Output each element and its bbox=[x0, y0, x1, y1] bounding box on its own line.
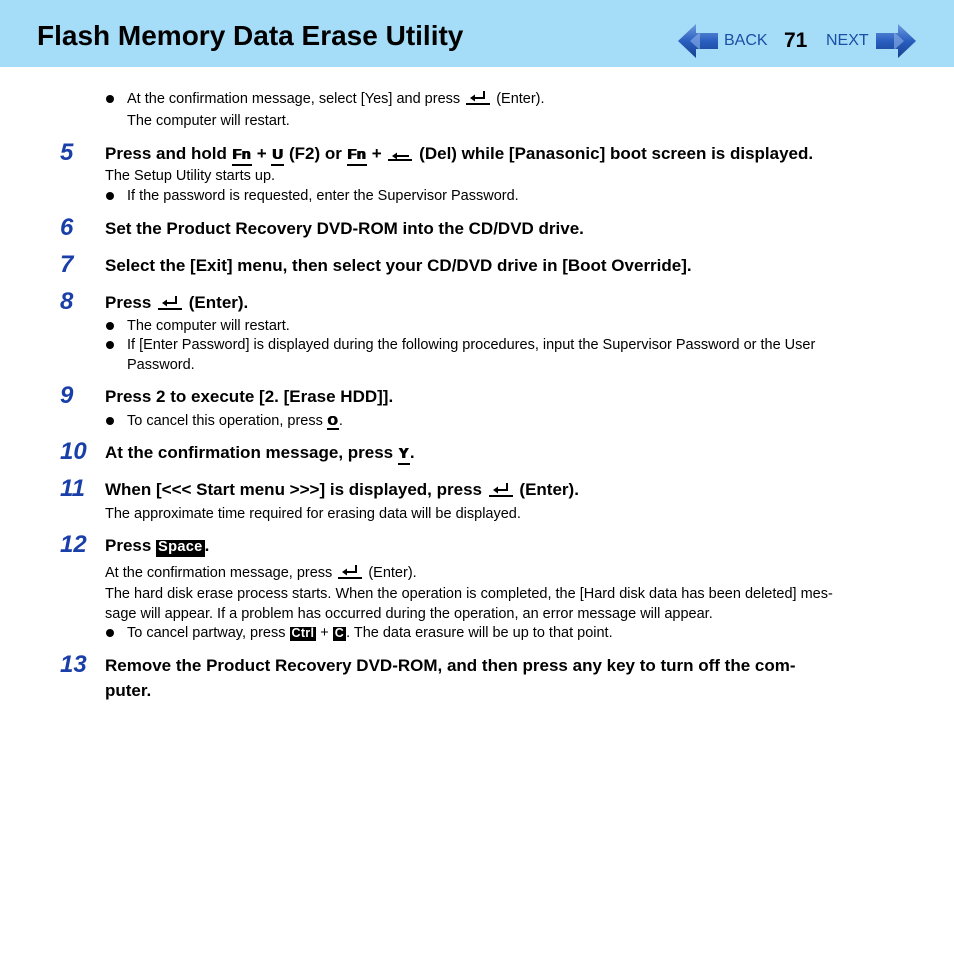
back-link[interactable]: BACK bbox=[724, 32, 768, 49]
key-fn: Fn bbox=[347, 148, 367, 166]
key-o: O bbox=[327, 415, 339, 430]
page-header bbox=[0, 0, 954, 67]
bullet-icon bbox=[106, 417, 114, 425]
bullet-text: The computer will restart. bbox=[127, 318, 290, 334]
enter-key-icon bbox=[466, 88, 490, 105]
delete-key-icon bbox=[388, 144, 412, 161]
bullet-icon bbox=[106, 95, 114, 103]
bullet-text: To cancel partway, press Ctrl + C . The data erasure will be up to that point. bbox=[127, 625, 613, 641]
bullet-text: At the confirmation message, select [Yes] and press (Enter). bbox=[127, 89, 545, 109]
back-arrow-icon[interactable] bbox=[676, 22, 720, 60]
step-number: 7 bbox=[60, 251, 74, 278]
step-number: 10 bbox=[60, 438, 87, 465]
step-number: 5 bbox=[60, 139, 74, 166]
bullet-text: Password. bbox=[127, 357, 195, 373]
page-number: 71 bbox=[784, 29, 808, 52]
step-heading: Remove the Product Recovery DVD-ROM, and then press any key to turn off the com- bbox=[105, 656, 796, 675]
step-number: 6 bbox=[60, 214, 74, 241]
step-heading: Set the Product Recovery DVD-ROM into the CD/DVD drive. bbox=[105, 219, 584, 238]
step-number: 12 bbox=[60, 531, 87, 558]
step-number: 8 bbox=[60, 288, 74, 315]
key-space: Space bbox=[158, 539, 203, 555]
next-link[interactable]: NEXT bbox=[826, 32, 869, 49]
key-c: C bbox=[334, 626, 345, 640]
key-ctrl: Ctrl bbox=[291, 626, 315, 640]
page-title: Flash Memory Data Erase Utility bbox=[37, 20, 464, 51]
step-number: 9 bbox=[60, 382, 74, 409]
next-arrow-icon[interactable] bbox=[874, 22, 918, 60]
key-fn: Fn bbox=[232, 148, 252, 166]
body-text: The computer will restart. bbox=[127, 113, 290, 129]
step-heading: Press and hold Fn + U (F2) or Fn + (Del) while [Panasonic] boot screen is displayed. bbox=[105, 141, 915, 166]
bullet-icon bbox=[106, 192, 114, 200]
body-text: At the confirmation message, press (Enter). bbox=[105, 563, 417, 583]
bullet-icon bbox=[106, 322, 114, 330]
step-heading: When [<<< Start menu >>>] is displayed, press (Enter). bbox=[105, 480, 579, 499]
enter-key-icon bbox=[489, 480, 513, 497]
step-number: 13 bbox=[60, 651, 87, 678]
step-number: 11 bbox=[60, 475, 85, 502]
key-y: Y bbox=[398, 447, 410, 465]
step-heading: puter. bbox=[105, 681, 152, 700]
step-heading: Press Space . bbox=[105, 536, 210, 555]
body-text: The hard disk erase process starts. When the operation is completed, the [Hard disk data has been deleted] mes- bbox=[105, 586, 833, 602]
bullet-text: To cancel this operation, press O. bbox=[127, 413, 343, 429]
bullet-icon bbox=[106, 341, 114, 349]
body-text: The approximate time required for erasing data will be displayed. bbox=[105, 506, 521, 522]
enter-key-icon bbox=[338, 562, 362, 579]
body-text: The Setup Utility starts up. bbox=[105, 168, 276, 184]
step-heading: At the confirmation message, press Y. bbox=[105, 440, 915, 465]
step-heading: Press 2 to execute [2. [Erase HDD]]. bbox=[105, 387, 394, 406]
bullet-icon bbox=[106, 629, 114, 637]
body-text: sage will appear. If a problem has occurred during the operation, an error message will appear. bbox=[105, 606, 713, 622]
enter-key-icon bbox=[158, 293, 182, 310]
bullet-text: If the password is requested, enter the Supervisor Password. bbox=[127, 188, 519, 204]
bullet-text: If [Enter Password] is displayed during the following procedures, input the Supervisor Password or the User bbox=[127, 337, 816, 353]
step-heading: Press (Enter). bbox=[105, 293, 249, 312]
key-u: U bbox=[271, 148, 284, 166]
step-heading: Select the [Exit] menu, then select your CD/DVD drive in [Boot Override]. bbox=[105, 256, 692, 275]
